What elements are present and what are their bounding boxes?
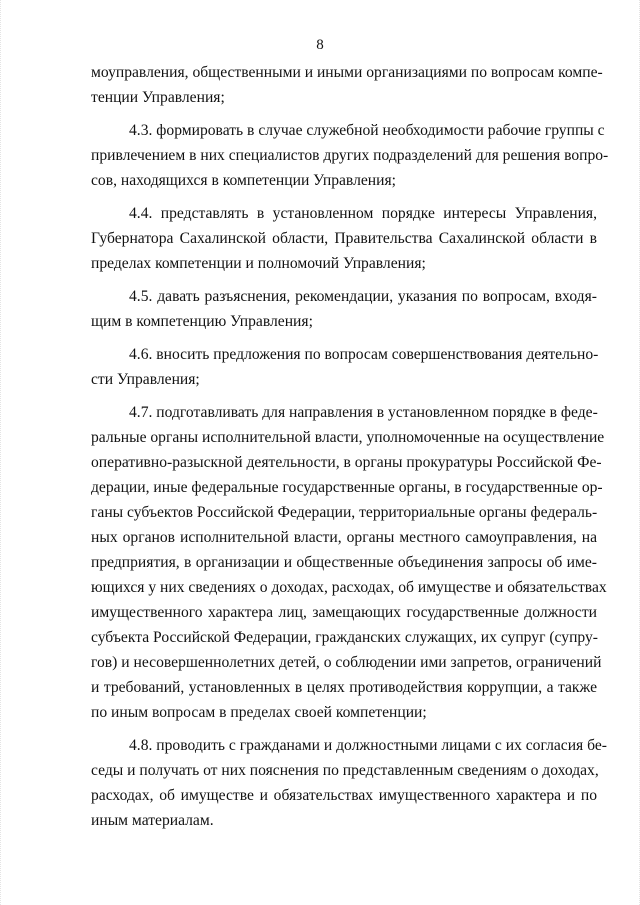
scan-edge-left bbox=[0, 0, 7, 905]
paragraph bbox=[91, 342, 597, 392]
text-line: щим в компетенцию Управления; bbox=[91, 313, 313, 330]
text-line: 4.3. формировать в случае служебной необходимости рабочие группы с bbox=[129, 122, 605, 139]
paragraph bbox=[91, 284, 597, 334]
text-line: тенции Управления; bbox=[91, 89, 225, 106]
text-line: привлечением в них специалистов других подразделений для решения вопро- bbox=[91, 147, 609, 164]
text-line: Губернатора Сахалинской области, Правительства Сахалинской области в bbox=[91, 230, 597, 247]
text-line: ных органов исполнительной власти, органы местного самоуправления, на bbox=[91, 529, 597, 546]
document-body bbox=[91, 60, 609, 841]
text-line: седы и получать от них пояснения по представленным сведениям о доходах, bbox=[91, 762, 599, 779]
paragraph bbox=[91, 400, 607, 725]
text-line: ющихся у них сведениях о доходах, расходах, об имуществе и обязательствах bbox=[91, 579, 607, 596]
text-line: пределах компетенции и полномочий Управления; bbox=[91, 255, 426, 272]
text-line: 4.8. проводить с гражданами и должностными лицами с их согласия бе- bbox=[129, 737, 607, 754]
text-line: предприятия, в организации и общественные объединения запросы об име- bbox=[91, 554, 597, 571]
text-line: 4.4. представлять в установленном порядке интересы Управления, bbox=[129, 205, 597, 222]
text-line: сти Управления; bbox=[91, 371, 200, 388]
text-line: имущественного характера лиц, замещающих государственные должности bbox=[91, 604, 597, 621]
page-number: 8 bbox=[316, 37, 324, 53]
text-line: гов) и несовершеннолетних детей, о соблюдении ими запретов, ограничений bbox=[91, 654, 602, 671]
paragraph bbox=[91, 201, 597, 276]
text-line: дерации, иные федеральные государственные органы, в государственные ор- bbox=[91, 479, 603, 496]
text-line: расходах, об имуществе и обязательствах имущественного характера и по bbox=[91, 787, 597, 804]
text-line: оперативно-разыскной деятельности, в органы прокуратуры Российской Фе- bbox=[91, 454, 602, 471]
text-line: иным материалам. bbox=[91, 812, 214, 829]
paragraph bbox=[91, 60, 603, 110]
text-line: по иным вопросам в пределах своей компетенции; bbox=[91, 704, 427, 721]
text-line: и требований, установленных в целях противодействия коррупции, а также bbox=[91, 679, 597, 696]
text-line: сов, находящихся в компетенции Управления; bbox=[91, 172, 396, 189]
scan-edge-right bbox=[633, 0, 640, 905]
text-line: моуправления, общественными и иными организациями по вопросам компе- bbox=[91, 64, 603, 81]
text-line: 4.5. давать разъяснения, рекомендации, указания по вопросам, входя- bbox=[129, 288, 597, 305]
text-line: 4.6. вносить предложения по вопросам совершенствования деятельно- bbox=[129, 346, 599, 363]
text-line: ганы субъектов Российской Федерации, территориальные органы федераль- bbox=[91, 504, 598, 521]
paragraph bbox=[91, 118, 609, 193]
text-line: ральные органы исполнительной власти, уполномоченные на осуществление bbox=[91, 429, 605, 446]
text-line: субъекта Российской Федерации, гражданских служащих, их супруг (супру- bbox=[91, 629, 598, 646]
text-line: 4.7. подготавливать для направления в установленном порядке в феде- bbox=[129, 404, 598, 421]
paragraph bbox=[91, 733, 607, 833]
